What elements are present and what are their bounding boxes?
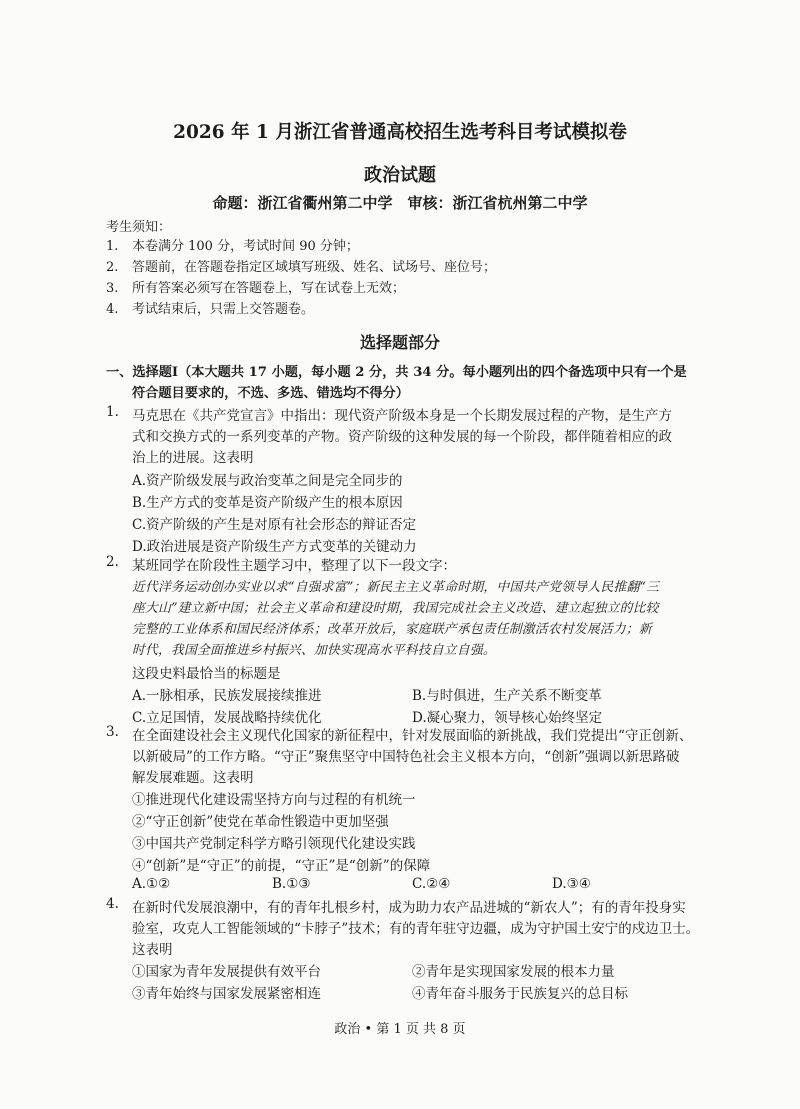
- quoted-passage: 近代洋务运动创办实业以求“自强求富”；新民主主义革命时期，中国共产党领导人民推翻“三: [132, 580, 660, 595]
- question-number: 4.: [106, 896, 119, 912]
- notice-text: 答题前，在答题卷指定区域填写班级、姓名、试场号、座位号；: [132, 260, 497, 275]
- notice-text: 所有答案必须写在答题卷上，写在试卷上无效；: [132, 281, 406, 296]
- instruction-line: 符合题目要求的，不选、多选、错选均不得分）: [132, 386, 409, 401]
- question-text: 治上的进展。这表明: [132, 450, 254, 466]
- option-d[interactable]: D.政治进展是资产阶级生产方式变革的关键动力: [132, 539, 417, 555]
- question-text: 这表明: [132, 942, 173, 958]
- statement-3: ③中国共产党制定科学方略引领现代化建设实践: [132, 836, 416, 852]
- statement-1: ①推进现代化建设需坚持方向与过程的有机统一: [132, 792, 416, 808]
- option-a[interactable]: A.一脉相承，民族发展接续推进: [132, 688, 322, 704]
- notice-item: [106, 236, 496, 257]
- section-instruction: [106, 362, 706, 404]
- statement-2: ②“守正创新”使党在革命性锻造中更加坚强: [132, 814, 389, 830]
- question-text: 验室，攻克人工智能领域的“卡脖子”技术；有的青年驻守边疆，成为守护国土安宁的戍边卫士。: [132, 921, 700, 937]
- option-c[interactable]: C.立足国情，发展战略持续优化: [132, 710, 322, 726]
- statement-3: ③青年始终与国家发展紧密相连: [132, 986, 321, 1002]
- question-text: 在全面建设社会主义现代化国家的新征程中，针对发展面临的新挑战，我们党提出“守正创新、: [132, 728, 693, 744]
- statement-4: ④青年奋斗服务于民族复兴的总目标: [412, 986, 628, 1002]
- question-text: 在新时代发展浪潮中，有的青年扎根乡村，成为助力农产品进城的“新农人”；有的青年投身实: [132, 900, 686, 916]
- exam-title: 2026 年 1 月浙江省普通高校招生选考科目考试模拟卷: [173, 122, 627, 143]
- notice-item: [106, 257, 496, 278]
- question-text: 解发展难题。这表明: [132, 770, 254, 786]
- subject-title: 政治试题: [364, 165, 436, 186]
- option-c[interactable]: C.②④: [412, 876, 451, 892]
- notice-list: [106, 236, 496, 320]
- option-d[interactable]: D.③④: [552, 876, 591, 892]
- quoted-passage: 时代，我国全面推进乡村振兴、加快实现高水平科技自立自强。: [132, 643, 496, 658]
- statement-4: ④“创新”是“守正”的前提，“守正”是“创新”的保障: [132, 858, 431, 874]
- question-text: 以新破局”的工作方略。“守正”聚焦坚守中国特色社会主义根本方向，“创新”强调以新思路破: [132, 749, 680, 765]
- notice-heading: 考生须知：: [106, 220, 172, 235]
- option-a[interactable]: A.资产阶级发展与政治变革之间是完全同步的: [132, 473, 403, 489]
- question-text: 马克思在《共产党宣言》中指出：现代资产阶级本身是一个长期发展过程的产物，是生产方: [132, 408, 672, 424]
- question-number: 1.: [106, 404, 119, 420]
- option-c[interactable]: C.资产阶级的产生是对原有社会形态的辩证否定: [132, 517, 417, 533]
- question-number: 3.: [106, 724, 119, 740]
- option-b[interactable]: B.与时俱进，生产关系不断变革: [412, 688, 602, 704]
- notice-num: 4.: [106, 302, 119, 317]
- notice-num: 2.: [106, 260, 119, 275]
- authors-line: 命题：浙江省衢州第二中学 审核：浙江省杭州第二中学: [212, 194, 588, 212]
- question-text: 某班同学在阶段性主题学习中，整理了以下一段文字：: [132, 558, 456, 574]
- question-prompt: 这段史料最恰当的标题是: [132, 666, 281, 682]
- section-title: 选择题部分: [359, 333, 440, 352]
- statement-2: ②青年是实现国家发展的根本力量: [412, 964, 615, 980]
- notice-num: 1.: [106, 239, 119, 254]
- notice-text: 考试结束后，只需上交答题卷。: [132, 302, 315, 317]
- quoted-passage: 座大山”建立新中国；社会主义革命和建设时期，我国完成社会主义改造、建立起独立的比较: [132, 601, 659, 616]
- page-footer: 政治 • 第 1 页 共 8 页: [334, 1022, 466, 1037]
- option-b[interactable]: B.①③: [272, 876, 311, 892]
- question-text: 式和交换方式的一系列变革的产物。资产阶级的这种发展的每一个阶段，都伴随着相应的政: [132, 429, 672, 445]
- notice-item: [106, 278, 496, 299]
- option-b[interactable]: B.生产方式的变革是资产阶级产生的根本原因: [132, 495, 403, 511]
- question-number: 2.: [106, 554, 119, 570]
- option-d[interactable]: D.凝心聚力，领导核心始终坚定: [412, 710, 603, 726]
- statement-1: ①国家为青年发展提供有效平台: [132, 964, 321, 980]
- notice-text: 本卷满分 100 分，考试时间 90 分钟；: [132, 239, 359, 254]
- quoted-passage: 完整的工业体系和国民经济体系；改革开放后，家庭联产承包责任制激活农村发展活力；新: [132, 622, 652, 637]
- option-a[interactable]: A.①②: [132, 876, 171, 892]
- notice-item: [106, 299, 496, 320]
- notice-num: 3.: [106, 281, 119, 296]
- instruction-line: 一、选择题Ⅰ（本大题共 17 小题，每小题 2 分，共 34 分。每小题列出的四个备选项中只有一个是: [106, 365, 687, 380]
